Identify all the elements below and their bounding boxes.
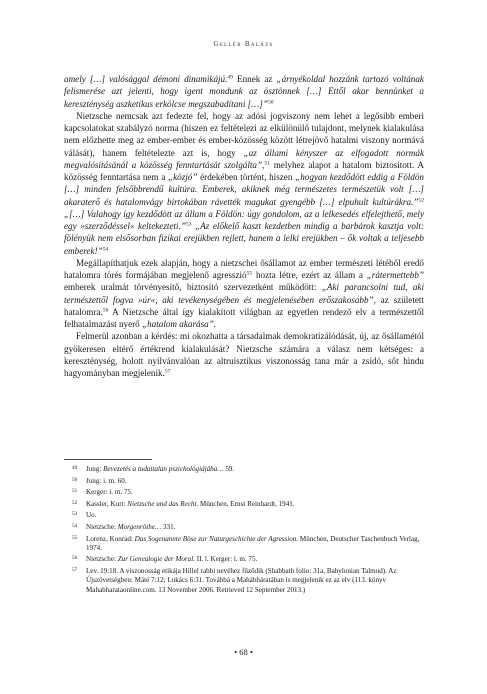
footnote-number: 51 xyxy=(72,488,78,495)
quoted-text: „[…] Valahogy így kezdődött az állam a Földön: úgy gondolom, az a lelkesedés elfelejthető, mely egy »szerződéssel« keltekezteti.” xyxy=(64,208,424,231)
text-run: 59. xyxy=(223,465,235,473)
text-run: Uo. xyxy=(86,511,97,520)
quoted-text: „Az előkelő kaszt kezdetben mindig a barbárok kasztja volt: fölényük nem elsősorban fizikai erejükben rejlett, hanem a lelki erejükben – ők voltak a teljesebb emberek!” xyxy=(64,221,424,256)
text-run: Felmerül azonban a kérdés: mi okozhatta a társadalmak demokratizálódását, új, az ősállamétól gyökeresen eltérő értékrend kialakulását? Nietzsche számára a válasz nem kétséges: a kereszténység, holott nyilvánvalóan az altruisztikus viszonosság tana már a zsidó, sőt hindu hagyományban megjelenik. xyxy=(64,331,424,378)
text-run: Jung: i. m. 60. xyxy=(86,476,127,485)
quoted-text: „hogyan kezdődött eddig a Földön […] minden felsőbbrendű kultúra. Emberek, akiknek még természetes természetük volt […] akaraterő és hatalomvágy birtokában rávették magukat gyengébb […] elpuhult kultúrákra.” xyxy=(64,172,424,207)
footnote xyxy=(64,465,424,474)
text-run: II. l. Kerger: i. m. 75. xyxy=(194,555,258,564)
quoted-text: Bevezetés a tudattalan pszichológiájába… xyxy=(103,465,224,473)
footnotes xyxy=(64,465,424,597)
text-run: Kassler, Kurt: xyxy=(86,499,128,508)
quoted-text: „közjó” xyxy=(168,172,198,182)
footnote-number: 56 xyxy=(72,555,78,562)
footnote-separator xyxy=(64,459,152,460)
quoted-text: „Aki parancsolni tud, aki természettől fogva »úr«, aki tevékenységében és megjelenésében erőszakosabb”, xyxy=(64,282,425,305)
quoted-text: „rátermettebb” xyxy=(366,270,424,280)
footnote-ref: 54 xyxy=(102,246,109,252)
page-number: • 68 • xyxy=(234,647,253,657)
footnote-number: 50 xyxy=(72,476,78,483)
footnote-ref: 50 xyxy=(267,99,274,105)
text-run: Nietzsche: xyxy=(86,555,118,564)
footnote xyxy=(64,555,424,564)
footnote-ref: 51 xyxy=(264,160,270,167)
footnote-number: 53 xyxy=(72,511,78,518)
quoted-text: Nietzsche und das Recht. xyxy=(127,499,199,508)
footnote xyxy=(64,535,424,554)
text-run: Nietzsche: xyxy=(86,522,118,531)
paragraph xyxy=(64,330,424,379)
footnote-number: 55 xyxy=(72,534,78,541)
text-run: Lorenz, Konrad: xyxy=(86,534,135,543)
text-run: érdekében történt, hiszen xyxy=(197,172,296,182)
running-header: Gellér Balázs xyxy=(213,40,274,48)
quoted-text: Morgenröthe… xyxy=(117,522,162,531)
text-run: Lev. 19:18. A viszonosság etikája Hillel rabbi nevéhez fűződik (Shabbath folio: 31a, Babylonian Talmud). Az Újszövetségben: Máté 7:12; Lukács 6:31. Továbbá a Mahábháratában is megjelenik ez az elv (113. könyv Mahabharataonline.com. 13 November 2006. Retrieved 12 September 2013.) xyxy=(86,567,397,594)
text-run: az született hatalomra. xyxy=(64,294,424,317)
paragraph xyxy=(64,257,424,331)
quoted-text: Das Sogenannte Böse zur Naturgeschichte der Agression. xyxy=(134,534,299,543)
text-run: A Nietzsche által így kialakított világban az egyetlen rendező elv a természettől felhatalmazást nyerő xyxy=(64,306,424,329)
footnote-ref: 52 xyxy=(418,197,424,203)
footnote xyxy=(64,500,424,509)
footnote-number: 54 xyxy=(72,522,78,529)
text-run: Nietzsche nemcsak azt fedezte fel, hogy az adósi jogviszony nem lehet a legősibb emberi kapcsolatokat szabályzó norma (hiszen ez feltételezi az elkülönülő tulajdont, melynek kialakulása nem előzhette meg az ember-ember és ember-közösség között létrejövő hatalmi viszony normává válását), hanem feltételezte azt is, hogy xyxy=(64,110,424,158)
footnote-number: 52 xyxy=(72,499,78,506)
footnote-number: 57 xyxy=(72,567,78,574)
quoted-text: „az állami kényszer az elfogadott normák megvalósításánál a közösség fenntartását szolgálta”, xyxy=(64,147,424,170)
text-run: Kerger: i. m. 75. xyxy=(86,488,133,497)
body-text xyxy=(64,73,424,379)
text-run: München, Deutscher Taschenbuch Verlag, 1974. xyxy=(86,534,420,552)
text-run: Megállapíthatjuk ezek alapján, hogy a nietzschei ősállamot az ember természeti létéből eredő hatalomra törés formájában megjelenő agresszió xyxy=(64,257,424,280)
footnote-ref: 56 xyxy=(102,307,109,314)
text-run: Ennek az xyxy=(233,74,277,84)
quoted-text: amely […] valósággal démoni dinamikájú. xyxy=(64,74,228,84)
footnote-ref: 57 xyxy=(164,368,171,375)
footnote xyxy=(64,477,424,486)
text-run: emberek uralmát törvényesítő, biztosító szervezetként működött: xyxy=(64,282,322,293)
text-run: München, Ernst Reinhardt, 1941. xyxy=(198,499,295,508)
footnote-ref: 53 xyxy=(185,221,192,228)
footnote-number: 49 xyxy=(72,465,78,471)
footnote xyxy=(64,511,424,520)
text-run: 331. xyxy=(161,522,176,531)
footnote-ref: 49 xyxy=(227,74,233,81)
footnote xyxy=(64,523,424,532)
footnote xyxy=(64,488,424,497)
text-run: Jung: xyxy=(86,465,104,473)
text-run: hozta létre, ezért az állam a xyxy=(252,270,367,280)
quoted-text: „árnyékoldal hozzánk tartozó voltának felismerése azt jelenti, hogy igent mondunk az ösztönnek […] Ettől akar bennünket a kereszténység aszketikus erkölcse megszabadítani […]” xyxy=(64,74,424,109)
text-run: melyhez alapot a hatalom biztosított. A közösség fenntartása nem a xyxy=(64,159,425,182)
quoted-text: „hatalom akarása”. xyxy=(142,319,217,329)
paragraph xyxy=(64,110,424,257)
paragraph xyxy=(64,73,424,110)
quoted-text: Zur Genealogie der Moral. xyxy=(117,555,195,564)
footnote xyxy=(64,567,424,595)
footnote-ref: 55 xyxy=(246,270,253,277)
